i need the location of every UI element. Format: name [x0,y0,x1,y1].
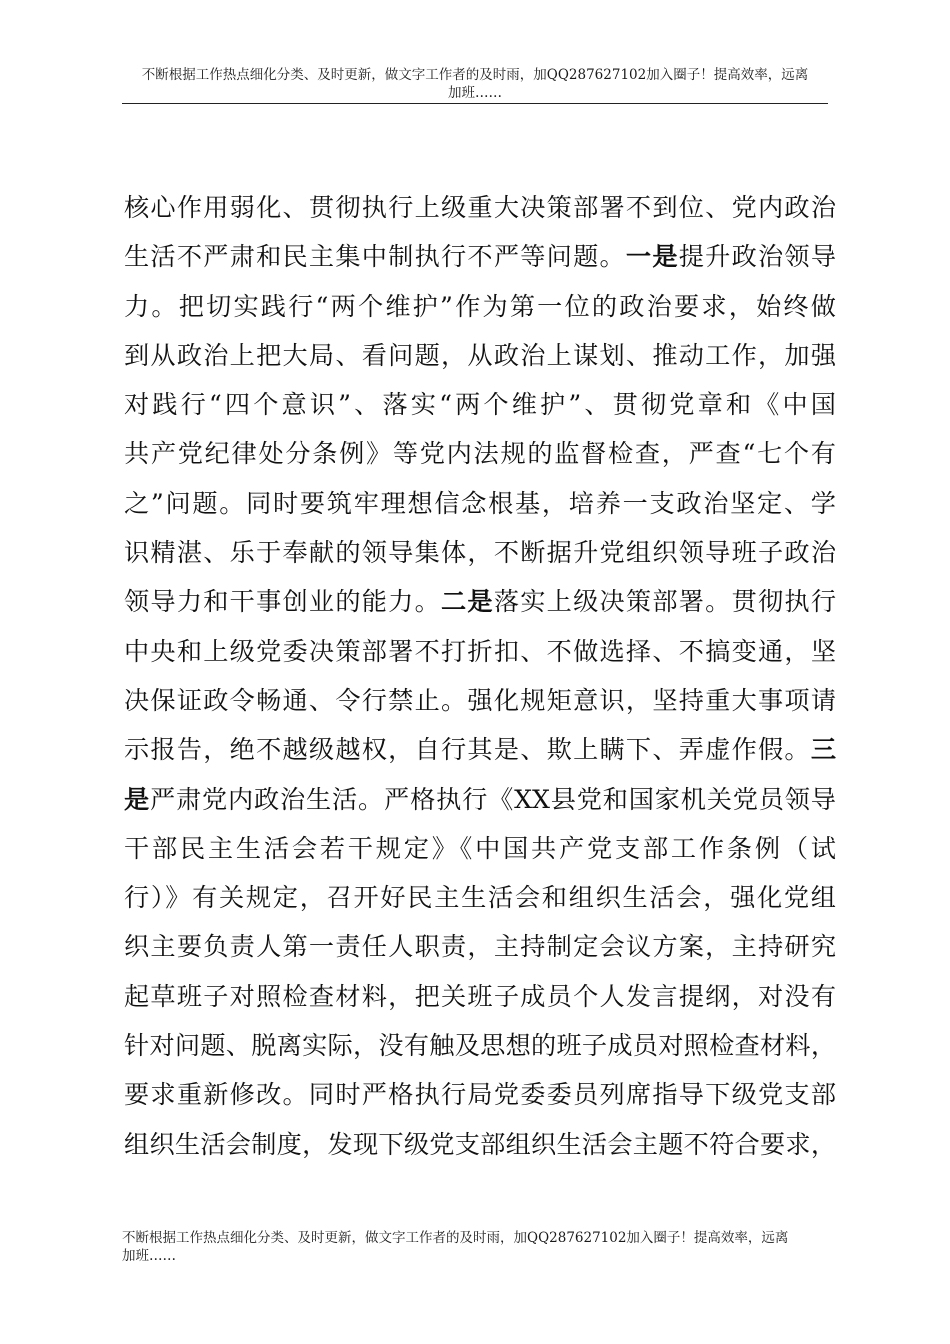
body-line [124,972,836,1021]
body-line [124,676,836,725]
line-text: 落实上级决策部署。贯彻执行 [493,587,837,617]
body-line [124,922,836,971]
line-text: 识精湛、乐于奉献的领导集体，不断据升党组织领导班子政治 [124,538,836,568]
page-footer [122,1229,842,1265]
line-text: 核心作用弱化、贯彻执行上级重大决策部署不到位、党内政治 [124,193,836,222]
line-text: 到从政治上把大局、看问题，从政治上谋划、推动工作，加强 [124,340,836,370]
line-text: 中央和上级党委决策部署不打折扣、不做选择、不搞变通，坚 [124,636,836,666]
body-line [124,824,836,873]
document-body [124,183,836,1169]
header-line-1: 不断根据工作热点细化分类、及时更新，做文字工作者的及时雨，加QQ287627102加入圈子！提高效率，远离 [141,67,809,83]
header-line-2: 加班…… [448,85,502,101]
line-text: 要求重新修改。同时严格执行局党委委员列席指导下级党支部 [124,1080,836,1110]
footer-line-1: 不断根据工作热点细化分类、及时更新，做文字工作者的及时雨，加QQ287627102加入圈子！提高效率，远离 [122,1230,789,1246]
body-line [124,183,836,232]
line-text: 决保证政令畅通、令行禁止。强化规矩意识，坚持重大事项请 [124,685,836,715]
body-line [124,429,836,478]
line-text: 生活不严肃和民主集中制执行不严等问题。 [124,242,626,272]
line-text: 织主要负责人第一责任人职责，主持制定会议方案，主持研究 [124,932,836,962]
body-line [124,873,836,922]
bold-marker: 三 [810,734,836,765]
body-line [124,1120,836,1169]
line-text: 干部民主生活会若干规定》《中国共产党支部工作条例（试 [124,833,836,863]
body-line [124,1070,836,1119]
line-text: 对践行“四个意识”、落实“两个维护”、贯彻党章和《中国 [124,390,836,420]
line-text: 之”问题。同时要筑牢理想信念根基，培养一支政治坚定、学 [124,488,836,518]
footer-line-2: 加班…… [122,1248,176,1264]
header-divider [122,103,828,104]
body-line [124,380,836,429]
line-text: 起草班子对照检查材料，把关班子成员个人发言提纲，对没有 [124,981,836,1011]
body-line [124,331,836,380]
body-line [124,282,836,331]
body-line [124,1021,836,1070]
body-line [124,725,836,774]
line-text: 示报告，绝不越级越权，自行其是、欺上瞒下、弄虚作假。 [124,735,811,765]
page-header [122,66,828,102]
bold-marker: 一是 [625,241,679,272]
line-text: 组织生活会制度，发现下级党支部组织生活会主题不符合要求， [124,1129,836,1159]
body-line [124,775,836,824]
line-text: 共产党纪律处分条例》等党内法规的监督检查，严查“七个有 [124,439,836,469]
body-line [124,627,836,676]
bold-marker: 是 [124,783,151,814]
body-line [124,528,836,577]
body-line [124,479,836,528]
bold-marker: 二是 [441,586,494,617]
line-text: 行）》有关规定，召开好民主生活会和组织生活会，强化党组 [124,883,836,913]
body-line [124,232,836,281]
line-text: 提升政治领导 [678,242,837,272]
body-line [124,577,836,626]
line-text: 领导力和干事创业的能力。 [124,587,441,617]
line-text: 严肃党内政治生活。严格执行《XX县党和国家机关党员领导 [150,784,836,814]
line-text: 力。把切实践行“两个维护”作为第一位的政治要求，始终做 [124,291,836,321]
line-text: 针对问题、脱离实际，没有触及思想的班子成员对照检查材料， [124,1031,836,1061]
